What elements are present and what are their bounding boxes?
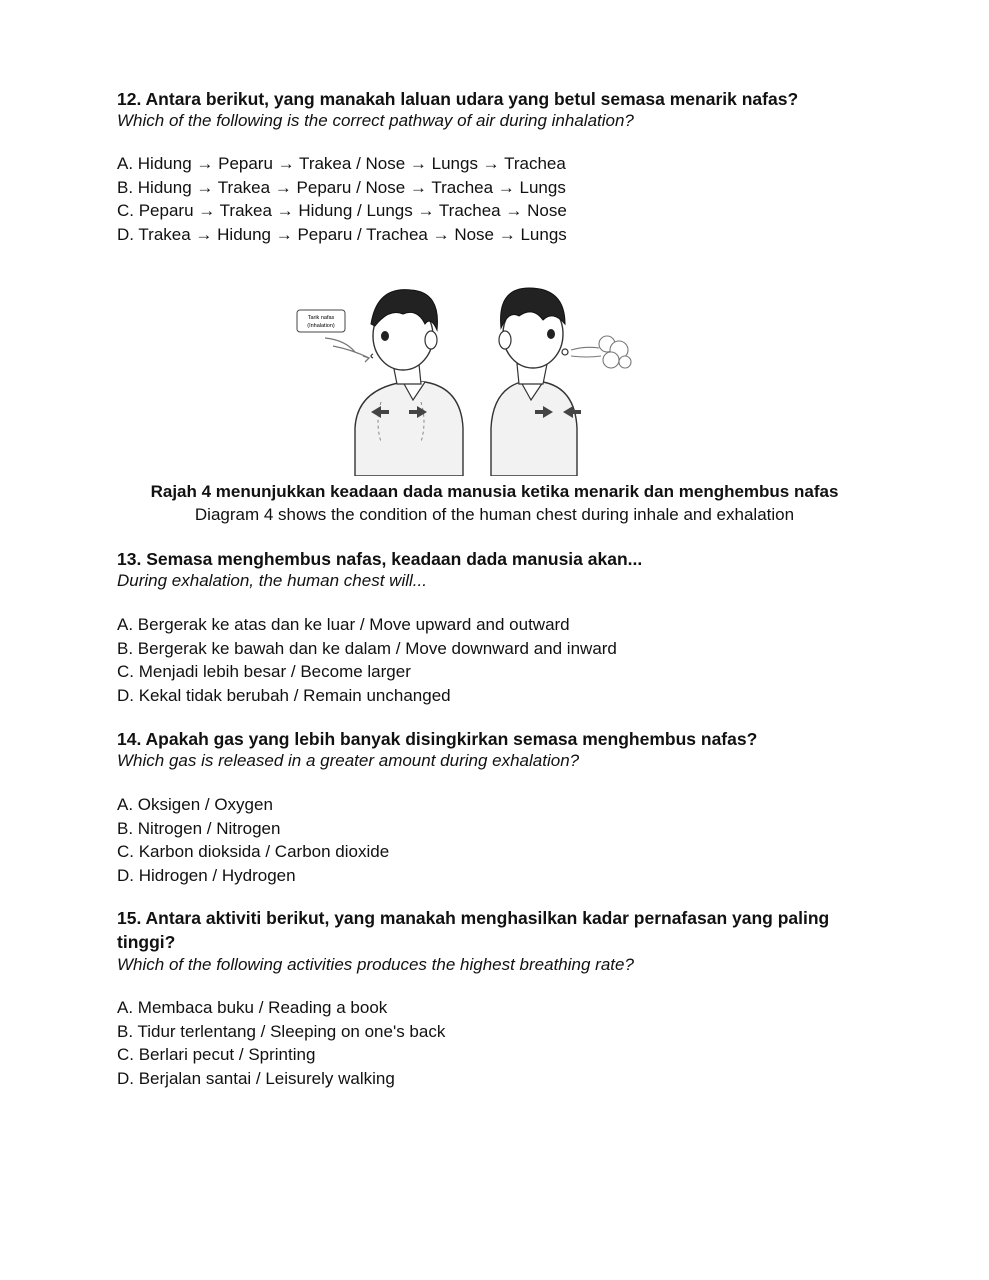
- option-b: B. Hidung → Trakea → Peparu / Nose → Trachea → Lungs: [117, 177, 566, 197]
- option-d: D. Kekal tidak berubah / Remain unchanged: [117, 685, 451, 705]
- option-c: C. Karbon dioksida / Carbon dioxide: [117, 842, 390, 861]
- option-a: A. Oksigen / Oxygen: [117, 795, 273, 814]
- diagram-caption-sub: Diagram 4 shows the condition of the human chest during inhale and exhalation: [194, 505, 795, 524]
- question-14-subtitle: Which gas is released in a greater amount during exhalation?: [117, 751, 580, 770]
- question-12-options: [117, 152, 877, 246]
- inhalation-label-line2: (Inhalation): [307, 323, 335, 329]
- question-12-title: 12. Antara berikut, yang manakah laluan udara yang betul semasa menarik nafas?: [117, 89, 799, 109]
- question-12-subtitle: Which of the following is the correct pathway of air during inhalation?: [117, 111, 634, 130]
- inhalation-label-line1: Tarik nafas: [307, 315, 335, 321]
- question-13-options: [117, 613, 877, 707]
- option-a: A. Hidung → Peparu → Trakea / Nose → Lungs → Trachea: [117, 154, 566, 173]
- boy-exhaling: [491, 288, 581, 476]
- exhaled-air-puff: [571, 336, 631, 368]
- breathing-diagram: [285, 278, 645, 476]
- option-b: B. Nitrogen / Nitrogen: [117, 818, 281, 838]
- option-b: B. Tidur terlentang / Sleeping on one's back: [117, 1021, 446, 1041]
- question-15-options: [117, 996, 877, 1090]
- question-13-title: 13. Semasa menghembus nafas, keadaan dada manusia akan...: [117, 549, 643, 569]
- option-c: C. Peparu → Trakea → Hidung / Lungs → Trachea → Nose: [117, 201, 567, 220]
- question-14-title: 14. Apakah gas yang lebih banyak disingkirkan semasa menghembus nafas?: [117, 729, 758, 749]
- option-d: D. Hidrogen / Hydrogen: [117, 865, 296, 885]
- question-14-options: [117, 793, 877, 887]
- option-b: B. Bergerak ke bawah dan ke dalam / Move downward and inward: [117, 638, 617, 658]
- option-d: D. Berjalan santai / Leisurely walking: [117, 1068, 395, 1088]
- option-c: C. Menjadi lebih besar / Become larger: [117, 662, 411, 681]
- option-c: C. Berlari pecut / Sprinting: [117, 1045, 316, 1064]
- diagram-caption-main: Rajah 4 menunjukkan keadaan dada manusia ketika menarik dan menghembus nafas: [150, 482, 839, 501]
- question-15-subtitle: Which of the following activities produces the highest breathing rate?: [117, 955, 634, 974]
- question-15-title: 15. Antara aktiviti berikut, yang manakah menghasilkan kadar pernafasan yang paling tinggi?: [117, 908, 830, 952]
- boy-inhaling: [355, 290, 463, 476]
- option-a: A. Membaca buku / Reading a book: [117, 998, 388, 1017]
- option-d: D. Trakea → Hidung → Peparu / Trachea → Nose → Lungs: [117, 224, 567, 244]
- inhale-airflow-arrows: [325, 338, 369, 362]
- question-13-subtitle: During exhalation, the human chest will...: [117, 571, 427, 590]
- option-a: A. Bergerak ke atas dan ke luar / Move upward and outward: [117, 615, 570, 634]
